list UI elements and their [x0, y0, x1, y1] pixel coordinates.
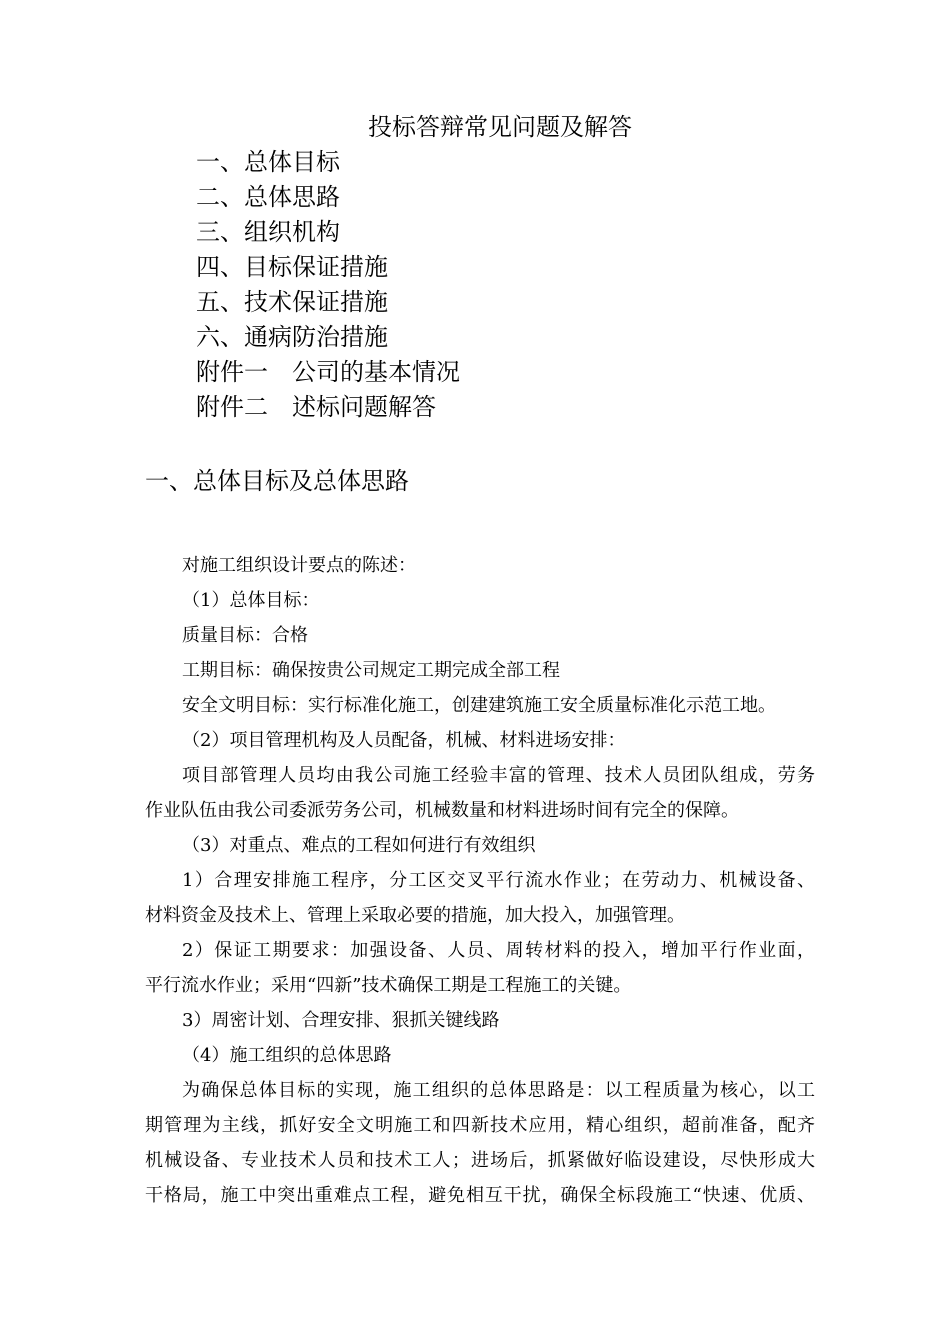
paragraph-line: 为确保总体目标的实现，施工组织的总体思路是：以工程质量为核心，以工 — [182, 1080, 815, 1101]
paragraph-line: 工期目标：确保按贵公司规定工期完成全部工程 — [182, 660, 560, 681]
paragraph-line: 3）周密计划、合理安排、狠抓关键线路 — [182, 1010, 500, 1031]
paragraph-line: 项目部管理人员均由我公司施工经验丰富的管理、技术人员团队组成，劳务 — [182, 765, 815, 786]
toc-item: 二、总体思路 — [196, 183, 340, 211]
toc-item: 四、目标保证措施 — [196, 253, 388, 281]
paragraph-line: 干格局，施工中突出重难点工程，避免相互干扰，确保全标段施工“快速、优质、 — [145, 1185, 815, 1206]
toc-item: 三、组织机构 — [196, 218, 340, 246]
toc-item: 六、通病防治措施 — [196, 323, 388, 351]
paragraph-line: 期管理为主线，抓好安全文明施工和四新技术应用，精心组织，超前准备，配齐 — [145, 1115, 815, 1136]
paragraph-line: （3）对重点、难点的工程如何进行有效组织 — [182, 835, 536, 856]
toc-item: 附件一 公司的基本情况 — [196, 358, 460, 386]
section-heading: 一、总体目标及总体思路 — [145, 467, 409, 495]
paragraph-line: （1）总体目标： — [182, 590, 320, 611]
paragraph-line: 作业队伍由我公司委派劳务公司，机械数量和材料进场时间有完全的保障。 — [145, 800, 739, 821]
toc-item: 一、总体目标 — [196, 148, 340, 176]
paragraph-line: 2）保证工期要求：加强设备、人员、周转材料的投入，增加平行作业面， — [182, 940, 815, 961]
paragraph-line: （4）施工组织的总体思路 — [182, 1045, 392, 1066]
table-of-contents — [196, 145, 460, 425]
paragraph-line: 安全文明目标：实行标准化施工，创建建筑施工安全质量标准化示范工地。 — [182, 695, 776, 716]
paragraph-line: （2）项目管理机构及人员配备，机械、材料进场安排： — [182, 730, 626, 751]
body-text — [145, 548, 815, 1213]
paragraph-line: 机械设备、专业技术人员和技术工人；进场后，抓紧做好临设建设，尽快形成大 — [145, 1150, 815, 1171]
paragraph-line: 材料资金及技术上、管理上采取必要的措施，加大投入，加强管理。 — [145, 905, 685, 926]
paragraph-line: 平行流水作业；采用“四新”技术确保工期是工程施工的关键。 — [145, 975, 632, 996]
toc-item: 五、技术保证措施 — [196, 288, 388, 316]
paragraph-line: 1）合理安排施工程序，分工区交叉平行流水作业；在劳动力、机械设备、 — [182, 870, 815, 891]
document-title: 投标答辩常见问题及解答 — [368, 113, 632, 141]
toc-item: 附件二 述标问题解答 — [196, 393, 436, 421]
paragraph-line: 对施工组织设计要点的陈述： — [182, 555, 416, 576]
paragraph-line: 质量目标：合格 — [182, 625, 308, 646]
